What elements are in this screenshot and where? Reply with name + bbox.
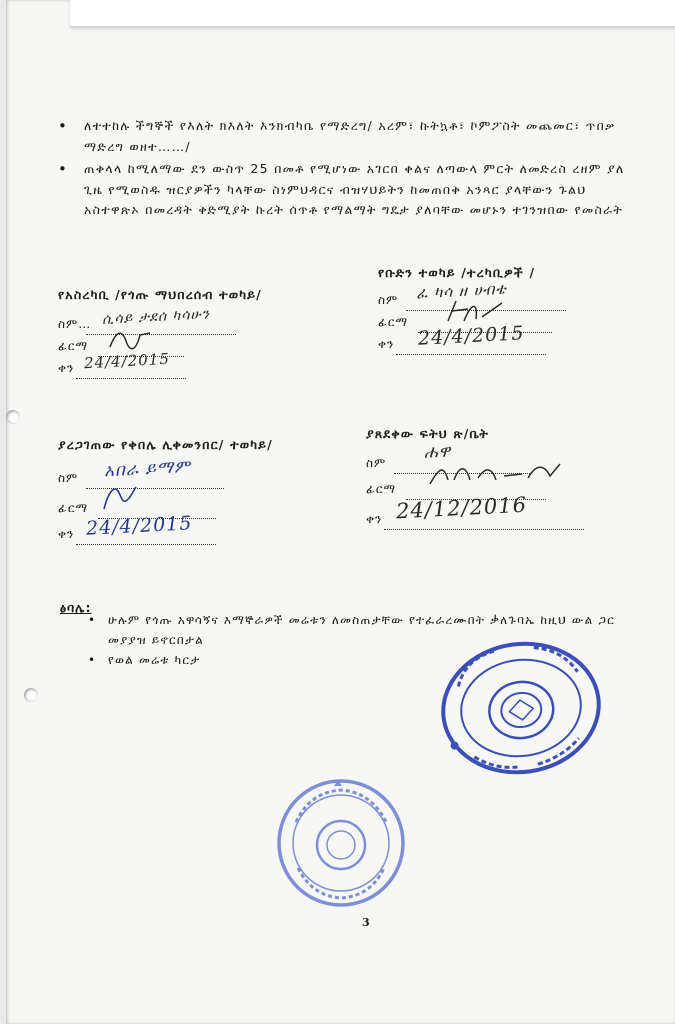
handwritten-signature: [106, 325, 156, 353]
obligation-item: • ጠቅላላ ከሚለማው ደን ውስጥ 25 በመቶ የሚሆነው አገርበ ቀልና ለጣውላ ምርት ለመድረስ ረዘም ያለ ጊዜ የሚወስዱ ዝርያዎችን ካላቸው ስነምህዳርና ብዝሃህይትን ከመጠበቅ አንጻር ያላቸውን ጉልህ አስተዋጽኦ በመረዳት ቅድሚያት ኩረት ሰጥቶ የማልማት ግዴታ ያለባቸው መሆኑን ተገንዝበው የመስራት: [58, 159, 633, 221]
handwritten-name: ሐዋ: [423, 441, 452, 463]
name-label: ስም: [366, 456, 387, 470]
official-seal-stamp-right: [432, 638, 610, 778]
name-label: ስም: [378, 293, 399, 307]
note-item: • ሁሉም የጎጡ አዋሳኝና እማኞራዎች መሬቱን ለመስጠታቸው የተፈራረሙበት ቃለጉባኤ ከዚህ ውል ጋር መያያዝ ይኖርበታል: [88, 610, 648, 650]
signature-label: ፊርማ: [366, 482, 397, 496]
date-row: [58, 512, 328, 549]
date-row: [58, 349, 318, 383]
note-item: • የወል መሬቱ ካርታ: [88, 650, 648, 670]
date-label: ቀን: [58, 361, 75, 375]
name-row: ስም… ሲሳይ ታደሰ ካሳሁን: [58, 317, 318, 339]
handwritten-name: ፈ ካሳ ዘ ሀብቴ: [415, 279, 508, 303]
overlapping-paper-edge: [70, 0, 675, 27]
signatory-handover: [58, 287, 318, 383]
punch-hole-bottom: [24, 688, 38, 702]
name-label: ስም: [58, 471, 79, 485]
note-title: ፅባሌ:: [60, 600, 92, 615]
signature-label: ፊርማ: [378, 315, 409, 329]
handwritten-name: ሲሳይ ታደሰ ካሳሁን: [101, 306, 211, 328]
signatory-recipients: [378, 265, 638, 359]
signatory-kebele-chair: [58, 437, 328, 549]
signature-label: ፊርማ: [58, 501, 89, 515]
handwritten-date: 24/4/2015: [83, 349, 171, 373]
date-label: ቀን: [58, 527, 75, 541]
date-label: ቀን: [378, 337, 395, 351]
official-seal-stamp-left: [274, 776, 408, 910]
handwritten-date: 24/4/2015: [417, 322, 525, 350]
date-row: [366, 492, 646, 534]
handwritten-signature: [100, 483, 140, 513]
signatory-title: ያረጋገጠው የቀበሌ ሊቀመንበር/ ተወካይ/: [58, 437, 273, 452]
obligation-item: • ለተተከሉ ችግኞች የእለት ክእለት እንክብካቤ የማድረግ/ አረም፣ ኩትኳቶ፣ ኮምፖስት መጨመር፣ ጥበቃ ማድረግ ወዘተ……/: [58, 116, 633, 157]
date-label: ቀን: [366, 512, 383, 526]
handwritten-date: 24/12/2016: [395, 492, 528, 524]
page-number: 3: [362, 916, 370, 929]
name-label: ስም: [58, 317, 79, 331]
punch-hole-top: [6, 410, 20, 424]
signatory-title: ያጸደቀው ፍትህ ጽ/ቤት: [366, 426, 489, 441]
signatory-title: የቡድን ተወካይ /ተረካቢዎች /: [378, 265, 536, 280]
signature-label: ፊርማ: [58, 339, 89, 353]
signatory-justice-office: [366, 426, 646, 534]
handwritten-signature: [426, 458, 566, 492]
obligations-list: [58, 116, 633, 223]
signatory-title: የአስረካቢ /የጎጡ ማህበረሰብ ተወካይ/: [58, 287, 262, 302]
name-row: [58, 456, 328, 493]
handwritten-name: አበራ ይማም: [103, 456, 192, 482]
handwritten-date: 24/4/2015: [85, 512, 193, 540]
